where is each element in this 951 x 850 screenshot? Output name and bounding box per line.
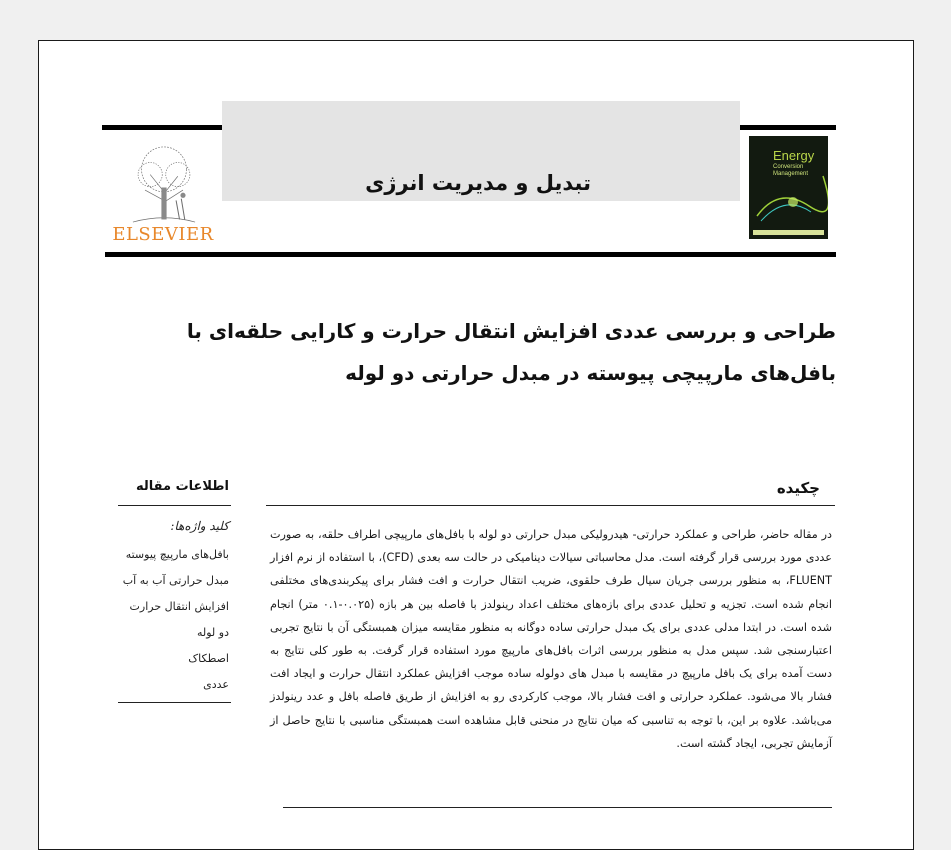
elsevier-tree-logo [114, 140, 214, 235]
header-bottom-rule [105, 252, 836, 257]
keyword-item: بافل‌های مارپیچ پیوسته [125, 548, 229, 561]
keyword-item: افزایش انتقال حرارت [129, 600, 229, 613]
keywords-list [110, 545, 229, 701]
article-info-heading-rule [118, 505, 231, 506]
cover-subtitle-2: Management [773, 171, 809, 177]
abstract-bottom-rule [283, 807, 832, 808]
journal-title: تبدیل و مدیریت انرژی [365, 171, 591, 195]
elsevier-wordmark: ELSEVIER [112, 224, 214, 245]
keyword-item: اصطکاک [188, 652, 229, 665]
keyword-item: دو لوله [197, 626, 229, 639]
cover-title: Energy [773, 148, 815, 163]
cover-swirl-graphic [749, 136, 828, 239]
abstract-text: در مقاله حاضر، طراحی و عملکرد حرارتی- هیدرولیکی مبدل حرارتی دو لوله با بافل‌های مارپیچی اطراف حلقه، به صورت عددی مورد بررسی قرار گرفته است. مدل محاسباتی سیالات دینامیکی در حالت سه بعدی (CFD)، با استفاده از نرم افزار FLUENT، به منظور بررسی جریان سیال طرف حلقوی، ضریب انتقال حرارت و افت فشار برای پیکربندی‌های مختلفی انجام شده است. تجزیه و تحلیل عددی برای بازه‌های مختلف اعداد رینولدز با فاصله بین هر بازه (۰.۰۲۵-۰.۱ متر) انجام شده است. در ابتدا مدلی عددی برای یک مبدل حرارتی ساده دوگانه به منظور مقایسه میزان همبستگی آن با نتایج تجربی اعتبارسنجی شد. سپس مدل به منظور بررسی اثرات بافل‌های مارپیچ مورد استفاده قرار گرفت. به طور کلی نتایج به دست آمده برای یک بافل مارپیچ در مقایسه با مبدل های دولوله ساده موجب افزایش عملکرد انتقال حرارت و ایجاد افت فشار بالا می‌شود. عملکرد حرارتی و افت فشار بالا، موجب کارکردی رو به افزایش از طریق فاصله بافل و عدد رینولدز می‌باشد. علاوه بر این، با توجه به تناسبی که میان نتایج در منحنی قابل مشاهده است همبستگی مناسبی با نتایج حاصل از آزمایش تجربی، ایجاد گشته است. [270, 528, 832, 750]
keyword-item: عددی [203, 678, 229, 691]
keyword-item: مبدل حرارتی آب به آب [122, 574, 229, 587]
article-title: طراحی و بررسی عددی افزایش انتقال حرارت و کارایی حلقه‌ای با بافل‌های مارپیچی پیوسته در مبدل حرارتی دو لوله [186, 319, 836, 385]
journal-cover-image [749, 136, 828, 239]
article-info-heading: اطلاعات مقاله [136, 479, 229, 494]
keywords-bottom-rule [118, 702, 231, 703]
cover-subtitle-1: Conversion [773, 164, 804, 170]
keywords-title: کلید واژه‌ها: [170, 519, 229, 533]
abstract-heading: چکیده [776, 479, 820, 497]
abstract-heading-rule [266, 505, 835, 506]
